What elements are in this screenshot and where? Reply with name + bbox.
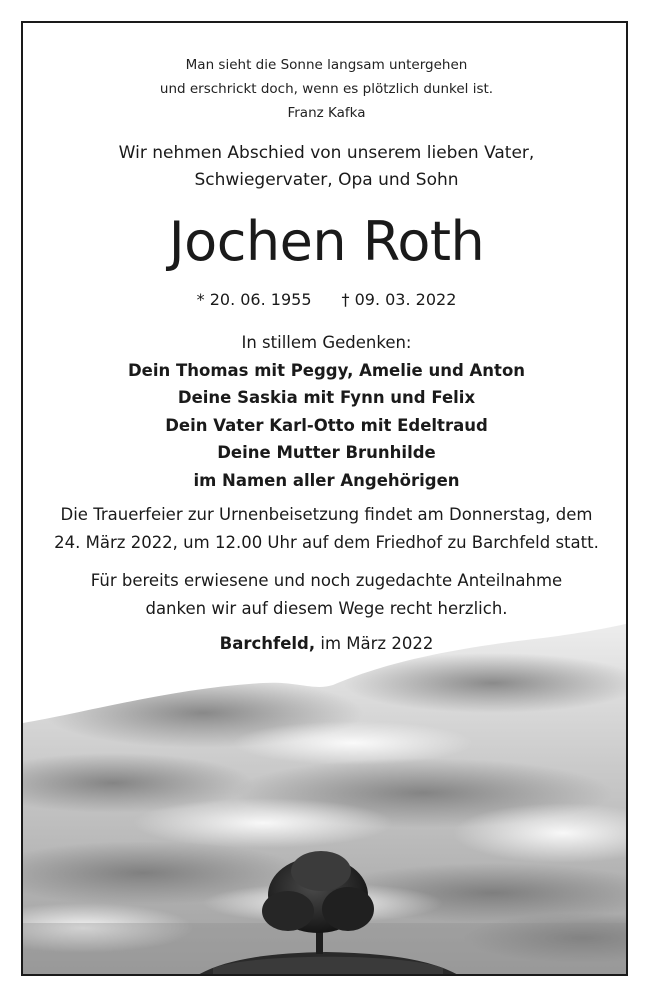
- thanks-line: danken wir auf diesem Wege recht herzlich.: [145, 599, 508, 618]
- quote-line: und erschrickt doch, wenn es plötzlich dunkel ist.: [159, 81, 494, 97]
- service-line: Die Trauerfeier zur Urnenbeisetzung findet am Donnerstag, dem: [60, 505, 593, 524]
- mourner-line: Deine Mutter Brunhilde: [217, 443, 436, 462]
- quote-author: Franz Kafka: [287, 105, 366, 121]
- mourner-line: Dein Vater Karl-Otto mit Edeltraud: [165, 415, 488, 435]
- quote-block: [23, 53, 628, 125]
- mourner-line: Dein Thomas mit Peggy, Amelie und Anton: [127, 360, 526, 380]
- intro-block: [23, 140, 628, 194]
- closing-date: im März 2022: [320, 634, 434, 653]
- closing-line: [23, 630, 628, 658]
- obituary-frame: [21, 21, 628, 976]
- death-date: † 09. 03. 2022: [341, 290, 457, 309]
- intro-line: Schwiegervater, Opa und Sohn: [194, 170, 459, 190]
- mourners-heading: In stillem Gedenken:: [241, 333, 412, 352]
- closing-place: Barchfeld,: [219, 634, 316, 653]
- life-dates: [23, 287, 628, 313]
- service-line: 24. März 2022, um 12.00 Uhr auf dem Friedhof zu Barchfeld statt.: [54, 533, 599, 552]
- mourner-line: im Namen aller Angehörigen: [193, 470, 460, 490]
- thanks-line: Für bereits erwiesene und noch zugedachte Anteilnahme: [90, 571, 563, 590]
- birth-date: * 20. 06. 1955: [196, 290, 312, 309]
- quote-line: Man sieht die Sonne langsam untergehen: [185, 57, 468, 73]
- thanks-block: [23, 567, 628, 623]
- deceased-name: Jochen Roth: [168, 210, 485, 273]
- mourners-block: [23, 329, 628, 494]
- service-block: [23, 501, 628, 557]
- intro-line: Wir nehmen Abschied von unserem lieben Vater,: [118, 143, 535, 163]
- mourner-line: Deine Saskia mit Fynn und Felix: [177, 388, 476, 407]
